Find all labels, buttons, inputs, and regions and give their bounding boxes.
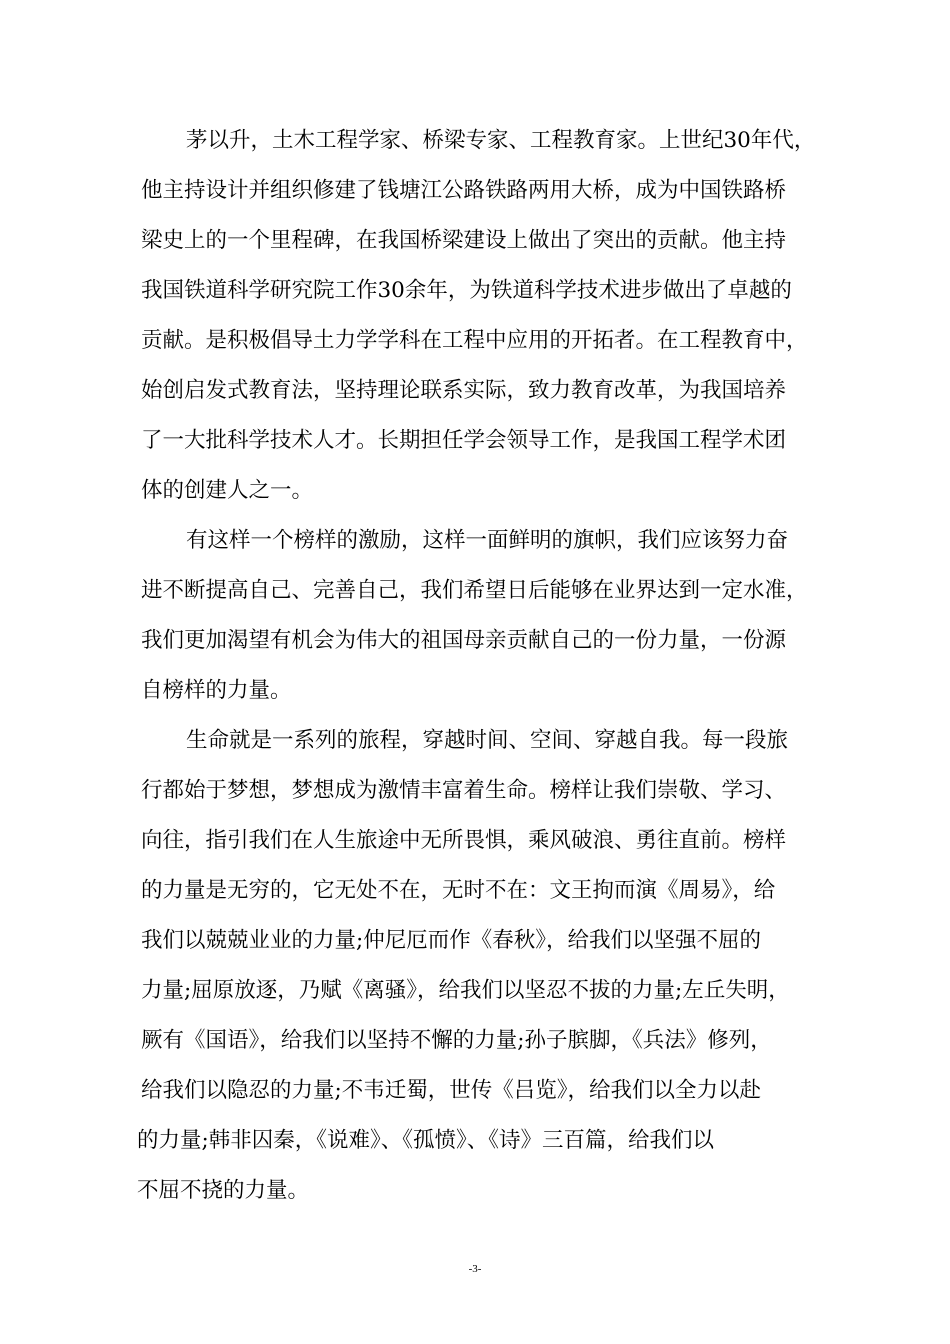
text-line: 梁史上的一个里程碑，在我国桥梁建设上做出了突出的贡献。他主持 — [141, 228, 787, 253]
text-line: 给我们以隐忍的力量;不韦迁蜀，世传《吕览》，给我们以全力以赴 — [141, 1078, 761, 1103]
text-line: 始创启发式教育法，坚持理论联系实际，致力教育改革，为我国培养 — [141, 378, 787, 403]
text-line: 的力量;韩非囚秦，《说难》、《孤愤》、《诗》三百篇，给我们以 — [137, 1128, 714, 1153]
text-line: 了一大批科学技术人才。长期担任学会领导工作，是我国工程学术团 — [141, 428, 787, 453]
text-line: 向往，指引我们在人生旅途中无所畏惧，乘风破浪、勇往直前。榜样 — [141, 828, 787, 853]
page-number: -3- — [468, 1263, 482, 1275]
text-line: 进不断提高自己、完善自己，我们希望日后能够在业界达到一定水准， — [141, 578, 808, 603]
text-line: 的力量是无穷的，它无处不在，无时不在：文王拘而演《周易》，给 — [141, 878, 776, 903]
text-line: 生命就是一系列的旅程，穿越时间、空间、穿越自我。每一段旅 — [186, 728, 789, 753]
text-line: 不屈不挠的力量。 — [137, 1178, 310, 1203]
text-line: 我们更加渴望有机会为伟大的祖国母亲贡献自己的一份力量，一份源 — [141, 628, 787, 653]
text-line: 厥有《国语》，给我们以坚持不懈的力量;孙子膑脚，《兵法》修列， — [141, 1028, 772, 1053]
text-line: 有这样一个榜样的激励，这样一面鲜明的旗帜，我们应该努力奋 — [186, 528, 789, 553]
text-line: 体的创建人之一。 — [141, 478, 314, 503]
text-line: 力量;屈原放逐，乃赋《离骚》，给我们以坚忍不拔的力量;左丘失明， — [141, 978, 790, 1003]
text-line: 茅以升，土木工程学家、桥梁专家、工程教育家。上世纪30年代， — [186, 128, 816, 153]
text-line: 我国铁道科学研究院工作30余年，为铁道科学技术进步做出了卓越的 — [141, 278, 792, 303]
text-line: 我们以兢兢业业的力量;仲尼厄而作《春秋》，给我们以坚强不屈的 — [141, 928, 761, 953]
text-line: 贡献。是积极倡导土力学学科在工程中应用的开拓者。在工程教育中， — [141, 328, 808, 353]
text-line: 他主持设计并组织修建了钱塘江公路铁路两用大桥，成为中国铁路桥 — [141, 178, 787, 203]
text-line: 自榜样的力量。 — [141, 678, 292, 703]
text-line: 行都始于梦想，梦想成为激情丰富着生命。榜样让我们崇敬、学习、 — [141, 778, 787, 803]
